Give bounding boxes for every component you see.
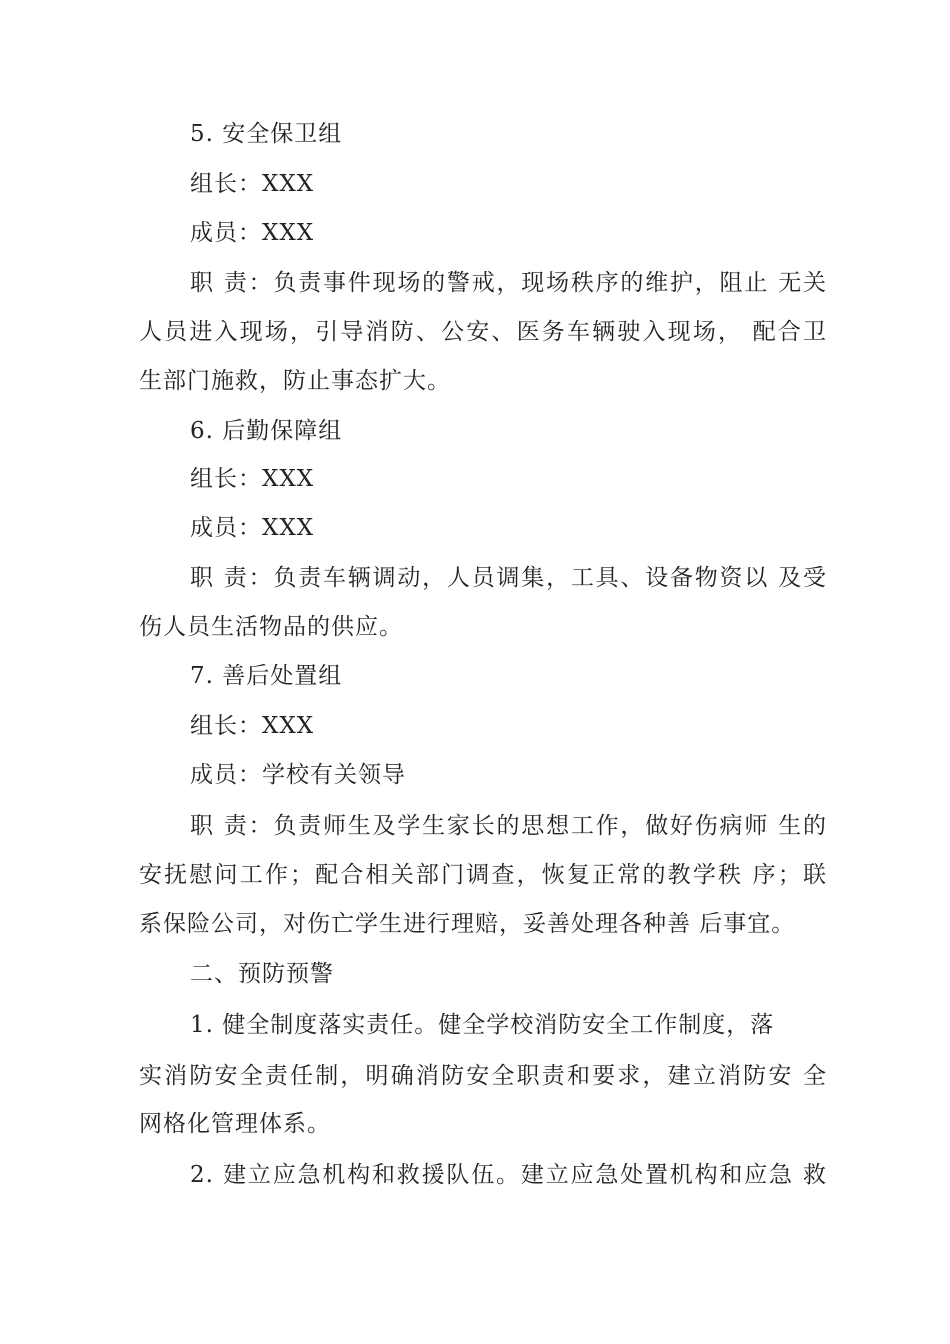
- group-leader-line: 组长：XXX: [190, 713, 315, 739]
- section-heading-aftermath: 7. 善后处置组: [190, 663, 343, 689]
- prevention-paragraph-line: 2. 建立应急机构和救援队伍。建立应急处置机构和应急 救: [190, 1162, 827, 1188]
- duties-paragraph-line: 职 责：负责车辆调动，人员调集，工具、设备物资以 及受: [190, 565, 827, 591]
- prevention-paragraph-line: 网格化管理体系。: [139, 1111, 331, 1137]
- duties-paragraph-line: 系保险公司，对伤亡学生进行理赔，妥善处理各种善 后事宜。: [139, 911, 796, 937]
- duties-paragraph-line: 生部门施救，防止事态扩大。: [139, 368, 451, 394]
- group-leader-line: 组长：XXX: [190, 171, 315, 197]
- duties-paragraph-line: 职 责：负责师生及学生家长的思想工作，做好伤病师 生的: [190, 813, 827, 839]
- group-members-line: 成员：XXX: [190, 220, 315, 246]
- duties-paragraph-line: 人员进入现场，引导消防、公安、医务车辆驶入现场， 配合卫: [139, 319, 827, 345]
- group-members-line: 成员：XXX: [190, 515, 315, 541]
- chapter-heading-prevention: 二、预防预警: [190, 961, 334, 987]
- prevention-paragraph-line: 1. 健全制度落实责任。健全学校消防安全工作制度，落: [190, 1012, 775, 1038]
- section-heading-logistics: 6. 后勤保障组: [190, 418, 343, 444]
- duties-paragraph-line: 伤人员生活物品的供应。: [139, 614, 403, 640]
- group-members-line: 成员：学校有关领导: [190, 762, 406, 788]
- group-leader-line: 组长：XXX: [190, 466, 315, 492]
- prevention-paragraph-line: 实消防安全责任制，明确消防安全职责和要求，建立消防安 全: [139, 1063, 827, 1089]
- duties-paragraph-line: 安抚慰问工作；配合相关部门调查，恢复正常的教学秩 序；联: [139, 862, 827, 888]
- duties-paragraph-line: 职 责：负责事件现场的警戒，现场秩序的维护，阻止 无关: [190, 270, 827, 296]
- section-heading-security: 5. 安全保卫组: [190, 121, 343, 147]
